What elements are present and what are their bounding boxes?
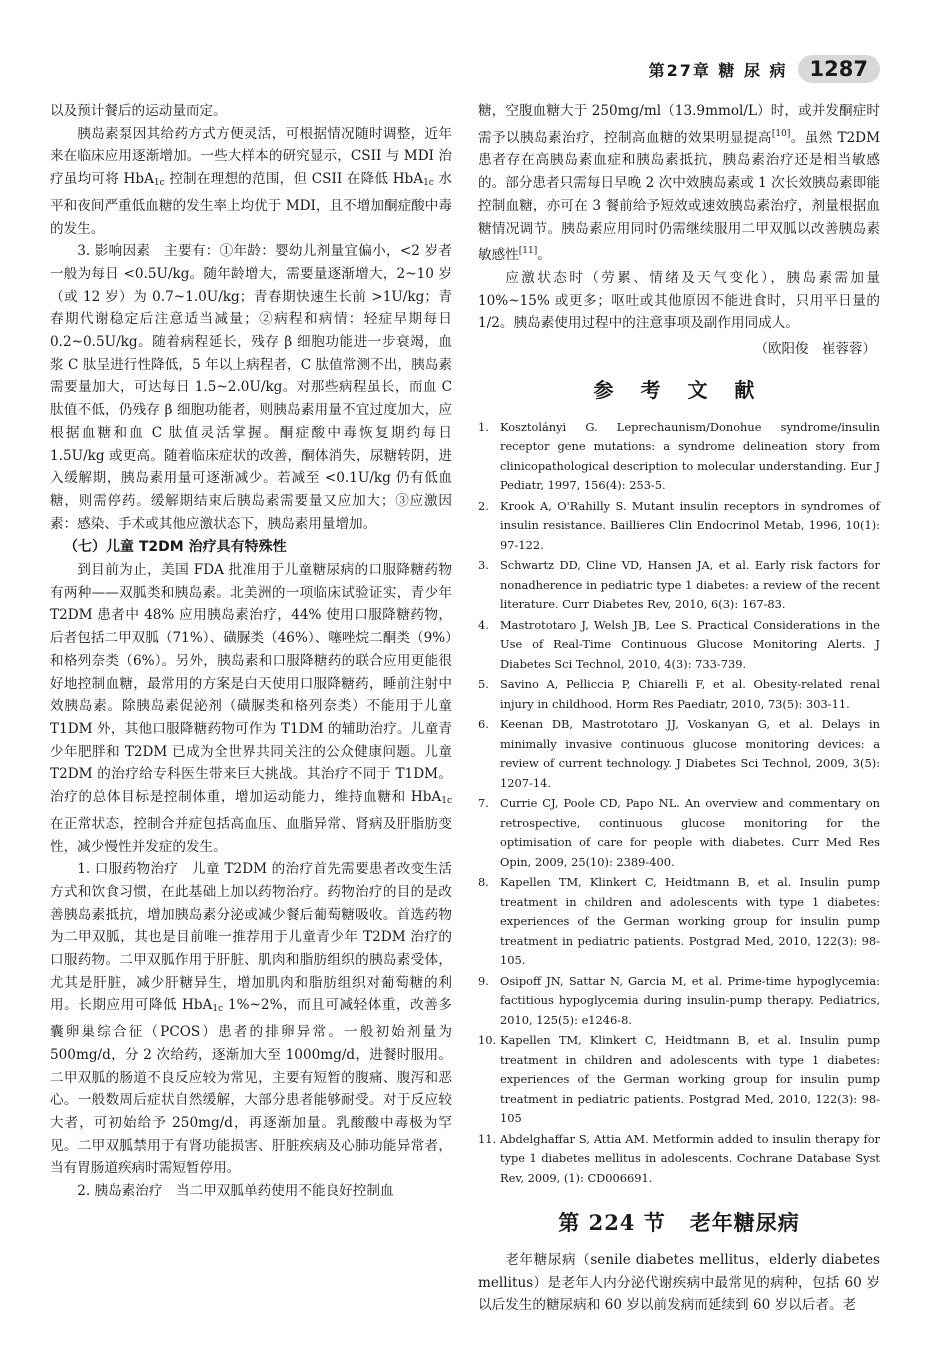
section-heading: 第 224 节 老年糖尿病 <box>558 1210 800 1236</box>
page-number: 1287 <box>798 55 880 83</box>
paragraph: 糖，空腹血糖大于 250mg/ml（13.9mmol/L）时，或并发酮症时需予以胰岛素治疗，控制高血糖的效果明显提高[10]。虽然 T2DM 患者存在高胰岛素血症和胰岛素抵抗，胰岛素治疗还是相当敏感的。部分患者只需每日早晚 2 次中效胰岛素或 1 次长效胰岛素即能控制血糖，亦可在 3 餐前给予短效或速效胰岛素治疗，剂量根据血糖情况调节。胰岛素应用同时仍需继续服用二甲双胍以改善胰岛素敏感性[11]。 <box>478 103 880 264</box>
reference-item: 7. Currie CJ, Poole CD, Papo NL. An overview and commentary on retrospective, continuous glucose monitoring for the optimisation of care for people with diabetes. Curr Med Res Opin, 2009, 25(10): 2389-400. <box>478 796 880 869</box>
subsection-heading: （七）儿童 T2DM 治疗具有特殊性 <box>64 539 287 556</box>
citation: [11] <box>518 246 538 257</box>
paragraph: 2. 胰岛素治疗 当二甲双胍单药使用不能良好控制血 <box>77 1183 394 1200</box>
paragraph: 以及预计餐后的运动量而定。 <box>50 103 227 119</box>
left-column <box>50 100 452 1203</box>
references-heading: 参 考 文 献 <box>593 378 765 403</box>
reference-item: 4. Mastrototaro J, Welsh JB, Lee S. Practical Considerations in the Use of Real-Time Continuous Glucose Monitoring Alerts. J Diabetes Sci Technol, 2010, 4(3): 733-739. <box>478 617 880 671</box>
chapter-title: 第27章 糖 尿 病 <box>648 60 788 80</box>
citation: [10] <box>771 128 791 139</box>
reference-item: 2. Krook A, O'Rahilly S. Mutant insulin receptors in syndromes of insulin resistance. Baillieres Clin Endocrinol Metab, 1996, 10(1): 97-122. <box>478 498 880 552</box>
running-header <box>649 52 880 86</box>
reference-item: 8. Kapellen TM, Klinkert C, Heidtmann B, et al. Insulin pump treatment in children and adolescents with type 1 diabetes: experiences of the German working group for insulin pump treatment in pediatric patients. Postgrad Med, 2010, 122(3): 98-105. <box>478 875 880 968</box>
paragraph: 老年糖尿病（senile diabetes mellitus，elderly diabetes mellitus）是老年人内分泌代谢疾病中最常见的病种，包括 60 岁以后发生的糖尿病和 60 岁以前发病而延续到 60 岁以后者。老 <box>478 1251 880 1314</box>
reference-item: 11. Abdelghaffar S, Attia AM. Metformin added to insulin therapy for type 1 diabetes mellitus in adolescents. Cochrane Database Syst Rev, 2009, (1): CD006691. <box>478 1131 880 1185</box>
reference-item: 9. Osipoff JN, Sattar N, Garcia M, et al. Prime-time hypoglycemia: factitious hypoglycemia during insulin-pump therapy. Pediatrics, 2010, 125(5): e1246-8. <box>478 973 880 1027</box>
paragraph: 胰岛素泵因其给药方式方便灵活，可根据情况随时调整，近年来在临床应用逐渐增加。一些大样本的研究显示，CSII 与 MDI 治疗虽均可将 HbA$_{1c}$ 控制在理想的范围，但 CSII 在降低 HbA$_{1c}$ 水平和夜间严重低血糖的发生率上均优于 MDI，且不增加酮症酸中毒的发生。 <box>50 125 452 237</box>
reference-item: 1. Kosztolányi G. Leprechaunism/Donohue syndrome/insulin receptor gene mutations: a syndrome delineation story from clinicopathological description to molecular understanding. Eur J Pediatr, 1997, 156(4): 253-5. <box>478 419 880 493</box>
reference-list <box>478 418 880 1189</box>
reference-item: 3. Schwartz DD, Cline VD, Hansen JA, et al. Early risk factors for nonadherence in pediatric type 1 diabetes: a review of the recent literature. Curr Diabetes Rev, 2010, 6(3): 167-83. <box>478 558 880 612</box>
reference-item: 10. Kapellen TM, Klinkert C, Heidtmann B, et al. Insulin pump treatment in children and adolescents with type 1 diabetes: experiences of the German working group for insulin pump treatment in pediatric patients. Postgrad Med, 2010, 122(3): 98-105 <box>478 1033 880 1126</box>
reference-item: 5. Savino A, Pelliccia P, Chiarelli F, et al. Obesity-related renal injury in childhood. Horm Res Paediatr, 2010, 73(5): 303-11. <box>478 677 880 711</box>
reference-item: 6. Keenan DB, Mastrototaro JJ, Voskanyan G, et al. Delays in minimally invasive continuous glucose monitoring devices: a review of current technology. J Diabetes Sci Technol, 2009, 3(5): 1207-14. <box>478 717 880 790</box>
authors: （欧阳俊 崔蓉蓉） <box>754 341 876 358</box>
paragraph: 应激状态时（劳累、情绪及天气变化），胰岛素需加量 10%~15% 或更多；呕吐或其他原因不能进食时，只用平日量的 1/2。胰岛素使用过程中的注意事项及副作用同成人。 <box>478 269 880 332</box>
paragraph: 3. 影响因素 主要有：①年龄：婴幼儿剂量宜偏小，<2 岁者一般为每日 <0.5U/kg。随年龄增大，需要量逐渐增大，2~10 岁（或 12 岁）为 0.7~1.0U/kg；青春期快速生长前 >1U/kg；青春期代谢稳定后注意适当减量；②病程和病情：轻症早期每日 0.2~0.5U/kg。随着病程延长，残存 β 细胞功能进一步衰竭，血浆 C 肽呈进行性降低，5 年以上病程者，C 肽值常测不出，胰岛素需要量加大，可达每日 1.5~2.0U/kg。对那些病程虽长，而血 C 肽值不低，仍残存 β 细胞功能者，则胰岛素用量不宜过度加大，应根据血糖和血 C 肽值灵活掌握。酮症酸中毒恢复期约每日 1.5U/kg 或更高。随着临床症状的改善，酮体消失，尿糖转阴，进入缓解期，胰岛素用量可逐渐减少。若减至 <0.1U/kg 仍有低血糖，则需停药。缓解期结束后胰岛素需要量又应加大；③应激因素：感染、手术或其他应激状态下，胰岛素用量增加。 <box>50 243 452 532</box>
paragraph: 1. 口服药物治疗 儿童 T2DM 的治疗首先需要患者改变生活方式和饮食习惯，在此基础上加以药物治疗。药物治疗的目的是改善胰岛素抵抗，增加胰岛素分泌或减少餐后葡萄糖吸收。首选药物为二甲双胍，其也是目前唯一推荐用于儿童青少年 T2DM 治疗的口服药物。二甲双胍作用于肝脏、肌肉和脂肪组织的胰岛素受体，尤其是肝脏，减少肝糖异生，增加肌肉和脂肪组织对葡萄糖的利用。长期应用可降低 HbA$_{1c}$ 1%~2%，而且可减轻体重，改善多囊卵巢综合征（PCOS）患者的排卵异常。一般初始剂量为 500mg/d，分 2 次给药，逐渐加大至 1000mg/d，进餐时服用。二甲双胍的肠道不良反应较为常见，主要有短暂的腹痛、腹泻和恶心。一般数周后症状自然缓解，大部分患者能够耐受。对于反应较大者，可初始给予 250mg/d，再逐渐加量。乳酸酸中毒极为罕见。二甲双胍禁用于有肾功能损害、肝脏疾病及心肺功能异常者，当有胃肠道疾病时需短暂停用。 <box>50 861 452 1177</box>
right-column <box>478 100 880 1317</box>
paragraph: 到目前为止，美国 FDA 批准用于儿童糖尿病的口服降糖药物有两种——双胍类和胰岛素。北美洲的一项临床试验证实，青少年 T2DM 患者中 48% 应用胰岛素治疗，44% 使用口服降糖药物，后者包括二甲双胍（71%）、磺脲类（46%）、噻唑烷二酮类（9%）和格列奈类（6%）。另外，胰岛素和口服降糖药的联合应用更能很好地控制血糖，最常用的方案是白天使用口服降糖药，睡前注射中效胰岛素。除胰岛素促泌剂（磺脲类和格列奈类）不能用于儿童 T1DM 外，其他口服降糖药物可作为 T1DM 的辅助治疗。儿童青少年肥胖和 T2DM 已成为全世界共同关注的公众健康问题。儿童 T2DM 的治疗给专科医生带来巨大挑战。其治疗不同于 T1DM。治疗的总体目标是控制体重，增加运动能力，维持血糖和 HbA$_{1c}$ 在正常状态，控制合并症包括高血压、血脂异常、肾病及肝脂肪变性，减少慢性并发症的发生。 <box>50 562 452 855</box>
